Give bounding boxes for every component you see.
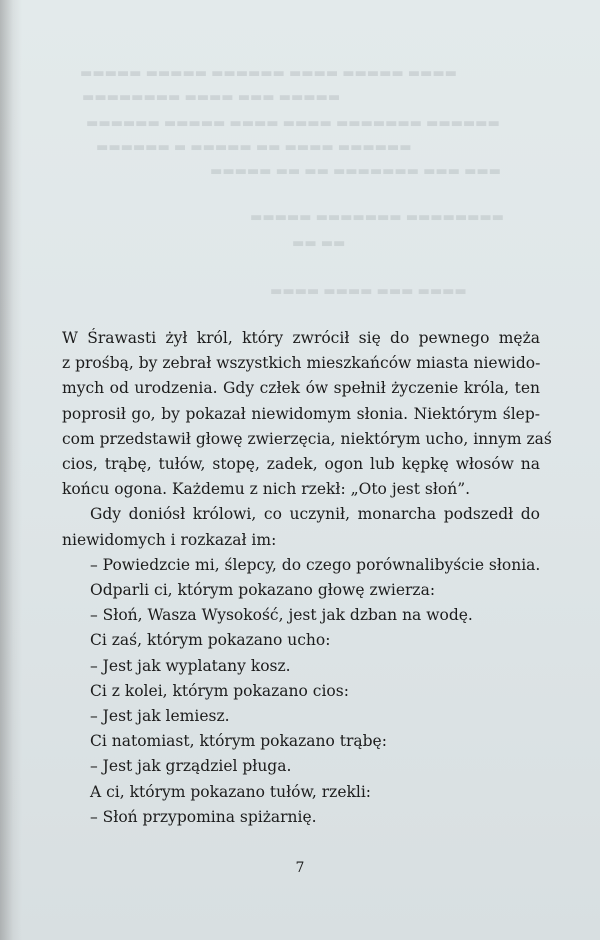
show-through-text: ▬▬▬▬▬▬▬▬ ▬▬▬▬▬▬▬ ▬▬▬▬▬ — [250, 210, 504, 225]
show-through-text: ▬▬▬▬▬▬ ▬▬▬▬ ▬▬ ▬▬▬▬▬ ▬ ▬▬▬▬▬▬ — [96, 140, 412, 155]
page-number: 7 — [295, 860, 305, 876]
text-line: mych od urodzenia. Gdy człek ów spełnił życzenie króla, ten — [62, 379, 540, 398]
dialogue-line: – Jest jak grządziel pługa. — [90, 757, 292, 776]
dialogue-line: Ci z kolei, którym pokazano cios: — [90, 681, 349, 700]
show-through-text: ▬▬▬▬ ▬▬▬ ▬▬▬▬ ▬▬▬▬ — [270, 284, 467, 299]
show-through-text: ▬▬▬▬ ▬▬▬▬▬ ▬▬▬▬ ▬▬▬▬▬▬ ▬▬▬▬▬ ▬▬▬▬▬ — [80, 66, 457, 81]
dialogue-line: – Powiedzcie mi, ślepcy, do czego porównalibyście słonia. — [90, 555, 541, 574]
text-line: z prośbą, by zebrał wszystkich mieszkańców miasta niewido- — [62, 354, 541, 373]
text-line: niewidomych i rozkazał im: — [62, 530, 277, 549]
dialogue-line: – Słoń, Wasza Wysokość, jest jak dzban na wodę. — [90, 606, 473, 625]
dialogue-line: – Słoń przypomina spiżarnię. — [90, 807, 317, 826]
text-line: poprosił go, by pokazał niewidomym słonia. Niektórym ślep- — [62, 404, 540, 423]
spine-shadow — [0, 0, 22, 940]
show-through-text: ▬▬▬▬▬▬ ▬▬▬▬▬▬▬ ▬▬▬▬ ▬▬▬▬ ▬▬▬▬▬ ▬▬▬▬▬▬ — [86, 116, 500, 131]
show-through-text: ▬▬ ▬▬ — [292, 236, 346, 251]
show-through-text: ▬▬▬▬▬ ▬▬▬ ▬▬▬▬ ▬▬▬▬▬▬▬▬ — [82, 90, 341, 105]
text-line: com przedstawił głowę zwierzęcia, niektórym ucho, innym zaś — [62, 429, 552, 448]
dialogue-line: Ci zaś, którym pokazano ucho: — [90, 631, 331, 650]
show-through-text: ▬▬▬ ▬▬▬ ▬▬▬▬▬▬▬ ▬▬ ▬▬ ▬▬▬▬▬ — [210, 164, 501, 179]
dialogue-line: Ci natomiast, którym pokazano trąbę: — [90, 732, 387, 751]
dialogue-line: – Jest jak wyplatany kosz. — [90, 656, 291, 675]
text-line: W Śrawasti żył król, który zwrócił się do pewnego męża — [62, 329, 540, 347]
dialogue-line: A ci, którym pokazano tułów, rzekli: — [90, 782, 372, 801]
text-line: cios, trąbę, tułów, stopę, zadek, ogon lub kępkę włosów na — [62, 455, 540, 474]
dialogue-line: – Jest jak lemiesz. — [90, 707, 230, 726]
text-line: końcu ogona. Każdemu z nich rzekł: „Oto jest słoń”. — [62, 480, 471, 499]
main-text — [62, 326, 552, 830]
dialogue-line: Odparli ci, którym pokazano głowę zwierza: — [90, 581, 436, 600]
text-line: Gdy doniósł królowi, co uczynił, monarcha podszedł do — [90, 505, 540, 524]
